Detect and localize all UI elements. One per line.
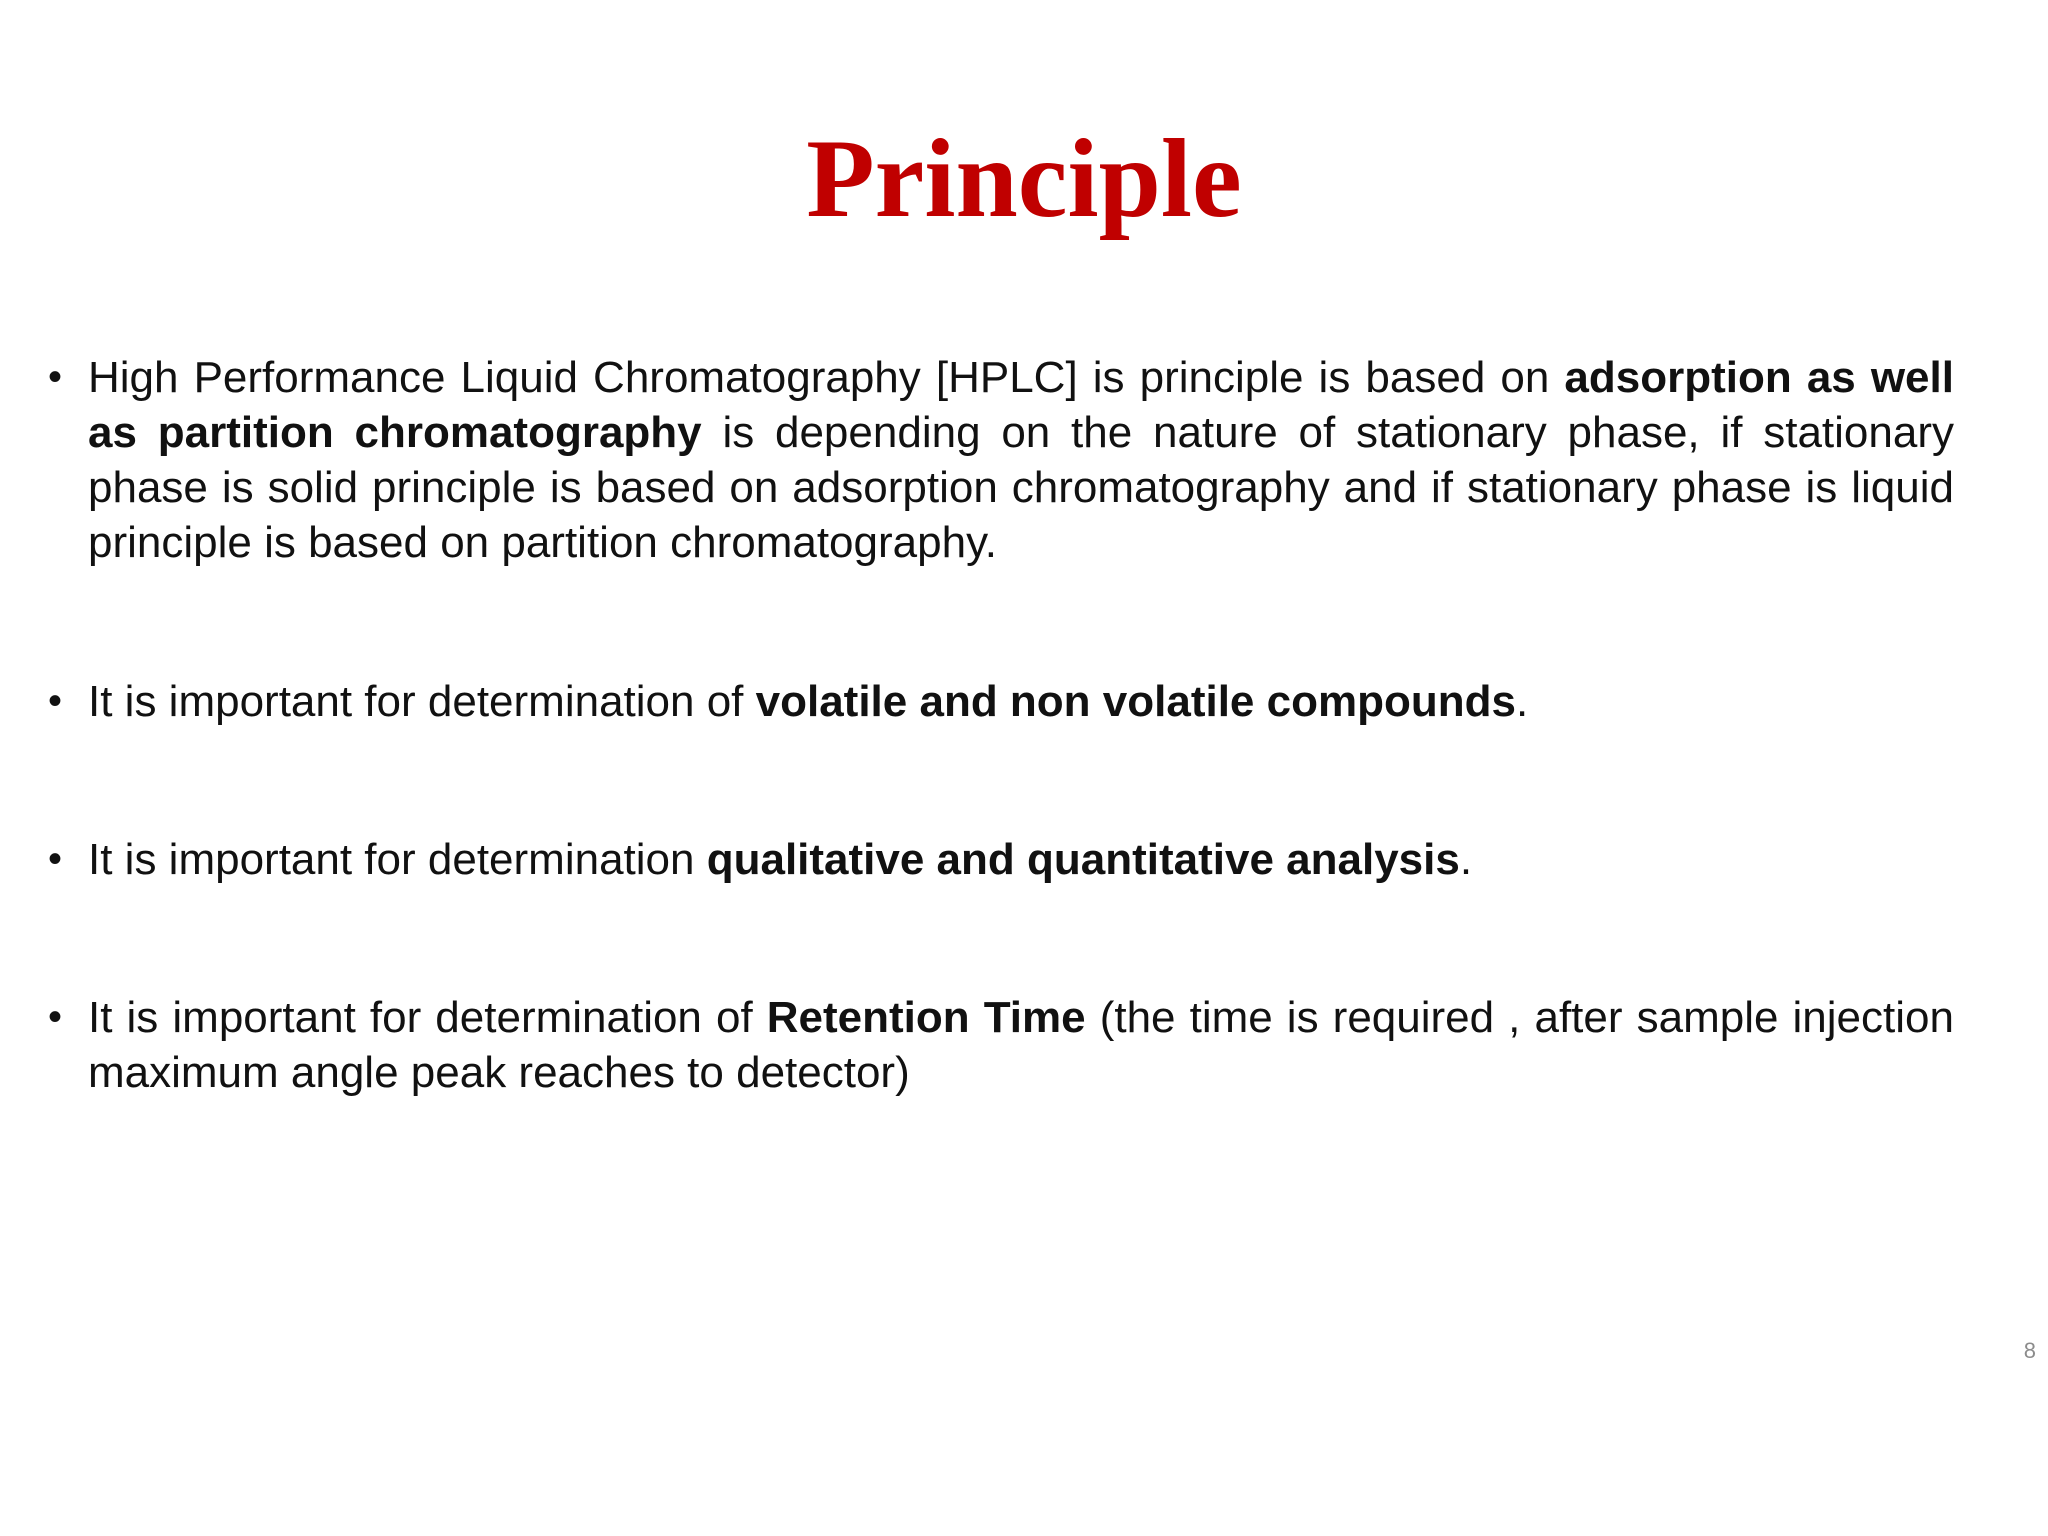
- page-number: 8: [2023, 1338, 2036, 1363]
- bullet-list: [88, 350, 1954, 1100]
- bullet-item-hplc-principle: [88, 350, 1954, 570]
- bullet-text: It is important for determination of: [88, 677, 756, 726]
- bullet-text: It is important for determination of: [88, 993, 767, 1042]
- bullet-text: .: [1459, 835, 1473, 884]
- slide-title: Principle: [806, 117, 1242, 241]
- bullet-text: .: [1515, 677, 1529, 726]
- bullet-bold-text: Retention Time: [766, 993, 1086, 1042]
- bullet-text: High Performance Liquid Chromatography [HPLC] is principle is based on: [88, 353, 1565, 402]
- bullet-item-volatile-compounds: [88, 674, 1954, 729]
- bullet-bold-text: adsorption as well as partition chromatography: [88, 353, 1954, 457]
- bullet-item-analysis: [88, 832, 1954, 887]
- bullet-text: is depending on the nature of stationary phase, if stationary phase is solid principle is based on adsorption chromatography and if stationary phase is liquid principle is based on partition chromatography.: [88, 408, 1954, 567]
- bullet-text: (the time is required , after sample injection maximum angle peak reaches to detector): [88, 993, 1954, 1097]
- bullet-item-retention-time: [88, 990, 1954, 1100]
- bullet-text: It is important for determination: [88, 835, 707, 884]
- bullet-bold-text: volatile and non volatile compounds: [755, 677, 1516, 726]
- bullet-bold-text: qualitative and quantitative analysis: [706, 835, 1460, 884]
